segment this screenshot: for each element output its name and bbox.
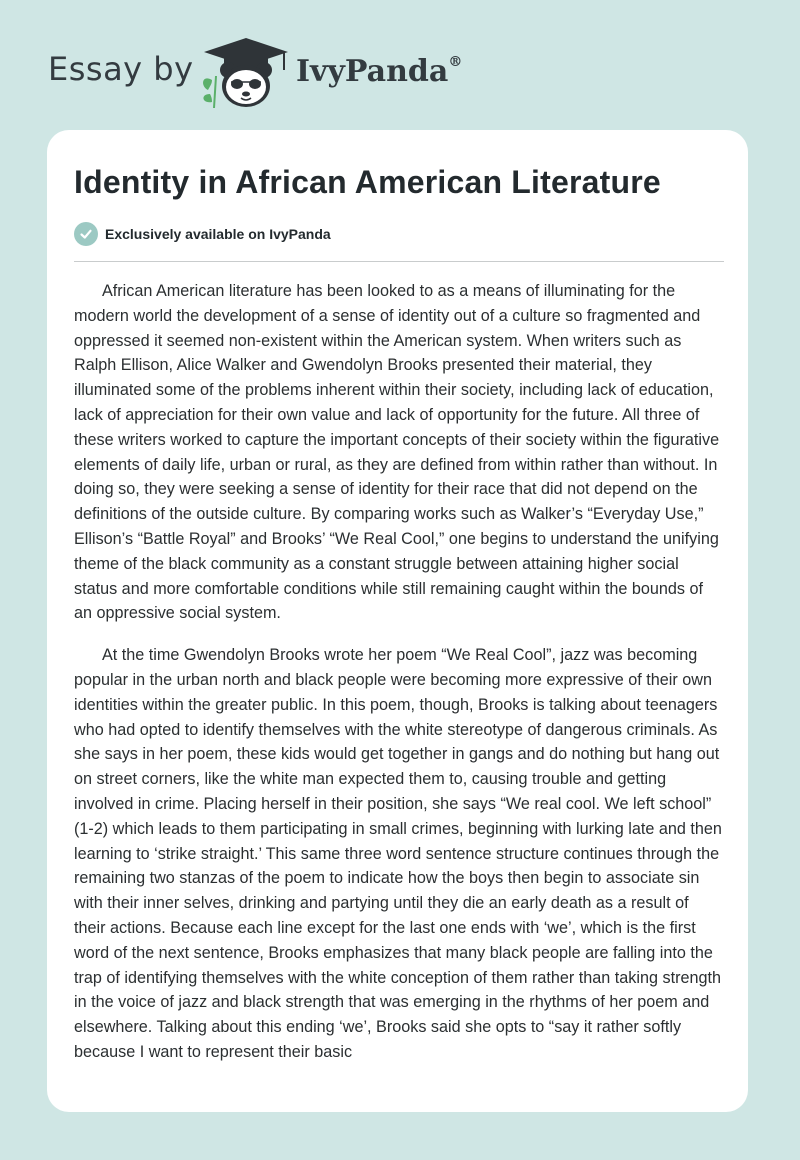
paragraph: At the time Gwendolyn Brooks wrote her poem “We Real Cool”, jazz was becoming popular in the urban north and black people were becoming more expressive of their own identities within the greater public. In this poem, though, Brooks is talking about teenagers who had opted to identify themselves with the white stereotype of dangerous criminals. As she says in her poem, these kids would get together in gangs and do nothing but hang out on street corners, like the white man expected them to, causing trouble and getting involved in crime. Placing herself in their position, she says “We real cool. We left school” (1-2) which leads to them participating in small crimes, beginning with lurking late and then learning to ‘strike straight.’ This same three word sentence structure continues through the remaining two stanzas of the poem to indicate how the boys then begin to associate sin with their inner selves, drinking and partying until they die an early death as a result of their actions. Because each line except for the last one ends with ‘we’, which is the first word of the next sentence, Brooks emphasizes that many black people are falling into the trap of identifying themselves with the white conception of them rather than taking strength in the voice of jazz and black strength that was emerging in the rhythms of her poem and elsewhere. Talking about this ending ‘we’, Brooks said she opts to “say it rather softly because I want to represent their basic: [74, 646, 722, 1061]
exclusive-badge: [74, 222, 331, 246]
essay-title: Identity in African American Literature: [74, 164, 661, 200]
essay-by-label: Essay by: [48, 50, 194, 88]
essay-body: [74, 279, 724, 1082]
brand-label: IvyPanda: [296, 54, 449, 89]
badge-label: Exclusively available on IvyPanda: [105, 226, 331, 242]
essay-card: [47, 130, 748, 1112]
brand-name[interactable]: [296, 54, 462, 89]
divider: [74, 261, 724, 262]
panda-logo-icon: [198, 36, 294, 110]
site-header: [0, 0, 800, 130]
registered-mark: ®: [448, 54, 463, 70]
check-circle-icon: [74, 222, 98, 246]
paragraph: African American literature has been looked to as a means of illuminating for the modern world the development of a sense of identity out of a culture so fragmented and oppressed it seemed non-existent within the American system. When writers such as Ralph Ellison, Alice Walker and Gwendolyn Brooks presented their material, they illuminated some of the problems inherent within their society, including lack of education, lack of appreciation for their own value and lack of opportunity for the future. All three of these writers worked to capture the important concepts of their society within the figurative elements of daily life, urban or rural, as they are defined from within rather than without. In doing so, they were seeking a sense of identity for their race that did not depend on the definitions of the outside culture. By comparing works such as Walker’s “Everyday Use,” Ellison’s “Battle Royal” and Brooks’ “We Real Cool,” one begins to understand the unifying theme of the black community as a constant struggle between attaining higher social status and more comfortable conditions while still remaining caught within the bounds of an oppressive social system.: [74, 282, 720, 623]
